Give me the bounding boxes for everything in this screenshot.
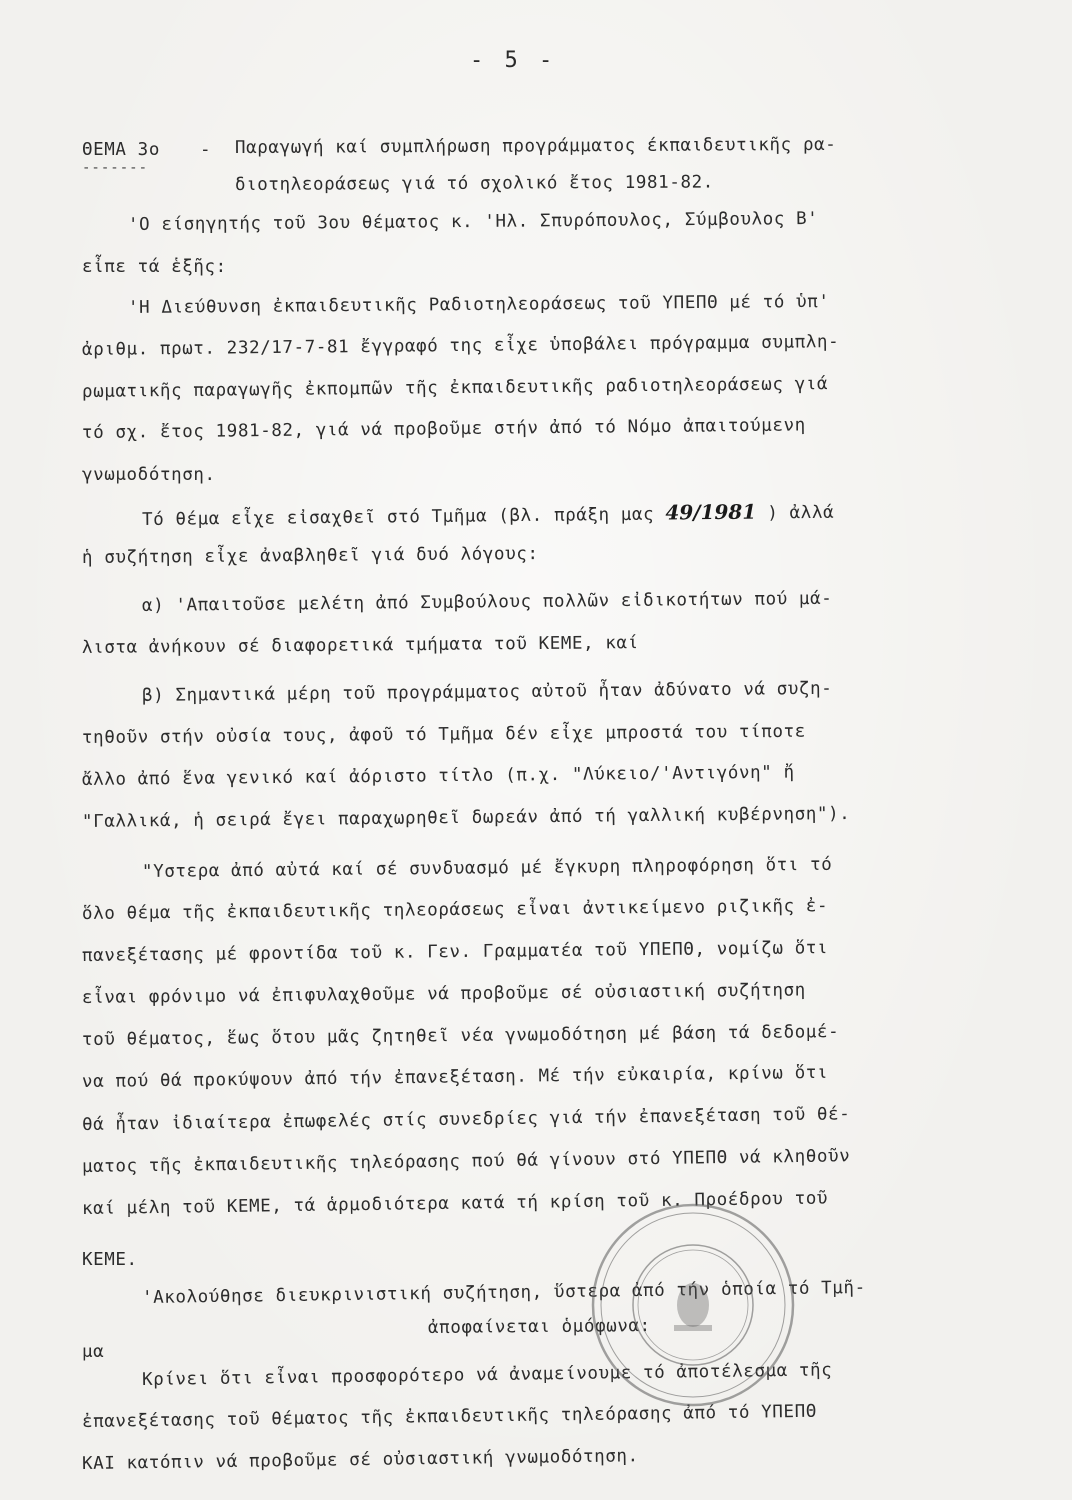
body-line: λιστα ἀνήκουν σέ διαφορετικά τμήματα τοῦ ΚΕΜΕ, καί xyxy=(81,633,639,658)
body-line: α) 'Απαιτοῦσε μελέτη ἀπό Συμβούλους πολλῶν εἰδικοτήτων πού μά- xyxy=(141,588,833,616)
body-line: ἀριθμ. πρωτ. 232/17-7-81 ἔγγραφό της εἶχε ὑποβάλει πρόγραμμα συμπλη- xyxy=(81,332,840,360)
page-number: - 5 - xyxy=(470,48,557,73)
decision-line: ΚΑΙ κατόπιν νά προβοῦμε σέ οὐσιαστική γνωμοδότηση. xyxy=(81,1446,639,1474)
body-line: β) Σημαντικά μέρη τοῦ προγράμματος αὐτοῦ ἦταν ἀδύνατο νά συζη- xyxy=(141,678,833,706)
body-line: 'Ακολούθησε διευκρινιστική συζήτηση, ὕστερα ἀπό τήν ὁποία τό Τμῆ- xyxy=(141,1277,866,1308)
body-line: τηθοῦν στήν οὐσία τους, ἀφοῦ τό Τμῆμα δέν εἶχε μπροστά του τίποτε xyxy=(81,721,806,748)
topic-dash: - xyxy=(200,140,212,160)
body-line: ματος τῆς ἐκπαιδευτικῆς τηλεόρασης πού θά γίνουν στό ΥΠΕΠΘ νά κληθοῦν xyxy=(81,1146,851,1177)
decision-line: Κρίνει ὅτι εἶναι προσφορότερο νά ἀναμείνουμε τό ἀποτέλεσμα τῆς xyxy=(141,1360,833,1390)
body-line: θά ἦταν ἰδιαίτερα ἐπωφελές στίς συνεδρίες γιά τήν ἐπανεξέταση τοῦ θέ- xyxy=(81,1104,851,1135)
body-line: τοῦ θέματος, ἕως ὅτου μᾶς ζητηθεῖ νέα γνωμοδότηση μέ βάση τά δεδομέ- xyxy=(81,1022,840,1050)
body-line: ὅλο θέμα τῆς ἐκπαιδευτικῆς τηλεοράσεως εἶναι ἀντικείμενο ριζικῆς ἐ- xyxy=(81,896,829,924)
body-line: ρωματικῆς παραγωγῆς ἐκπομπῶν τῆς ἐκπαιδευτικῆς ραδιοτηλεοράσεως γιά xyxy=(81,374,829,402)
body-line: τό σχ. ἔτος 1981-82, γιά νά προβοῦμε στήν ἀπό τό Νόμο ἀπαιτούμενη xyxy=(81,415,806,443)
body-line: 'Ο είσηγητής τοῦ 3ου θέματος κ. 'Ηλ. Σπυρόπουλος, Σύμβουλος Β' xyxy=(127,208,819,235)
official-stamp xyxy=(588,1200,798,1410)
topic-title-line-2: διοτηλεοράσεως γιά τό σχολικό ἔτος 1981-82. xyxy=(234,172,714,195)
decision-heading: ἀποφαίνεται ὁμόφωνα: xyxy=(427,1316,651,1338)
body-line: μα xyxy=(82,1342,105,1362)
body-line: ἡ συζήτηση εἶχε ἀναβληθεῖ γιά δυό λόγους: xyxy=(81,544,539,568)
body-line: "Υστερα ἀπό αὐτά καί σέ συνδυασμό μέ ἔγκυρη πληροφόρηση ὅτι τό xyxy=(141,854,833,882)
body-line-thema-reference xyxy=(142,499,834,530)
body-line: "Γαλλικά, ἡ σειρά ἔγει παραχωρηθεῖ δωρεάν ἀπό τή γαλλική κυβέρνηση"). xyxy=(81,803,851,832)
body-line: πανεξέτασης μέ φροντίδα τοῦ κ. Γεν. Γραμματέα τοῦ ΥΠΕΠΘ, νομίζω ὅτι xyxy=(81,938,829,966)
body-line: εἶπε τά ἑξῆς: xyxy=(82,257,227,277)
body-line: 'Η Διεύθυνση ἐκπαιδευτικῆς Ραδιοτηλεοράσεως τοῦ ΥΠΕΠΘ μέ τό ὑπ' xyxy=(127,291,830,318)
body-line: καί μέλη τοῦ ΚΕΜΕ, τά ἁρμοδιότερα κατά τή κρίση τοῦ κ. Προέδρου τοῦ xyxy=(81,1188,829,1219)
body-line-text: Τό θέμα εἶχε εἰσαχθεῖ στό Τμῆμα (βλ. πράξη μας xyxy=(141,504,655,530)
body-line: να πού θά προκύψουν ἀπό τήν ἐπανεξέταση. Μέ τήν εὐκαιρία, κρίνω ὅτι xyxy=(81,1062,829,1092)
topic-title-line-1: Παραγωγή καί συμπλήρωση προγράμματος έκπαιδευτικῆς ρα- xyxy=(234,134,837,158)
topic-label: ΘΕΜΑ 3ο xyxy=(82,140,160,160)
decision-line: ἐπανεξέτασης τοῦ θέματος τῆς ἐκπαιδευτικῆς τηλεόρασης ἀπό τό ΥΠΕΠΘ xyxy=(81,1401,818,1432)
topic-label-underline: ------- xyxy=(82,160,149,176)
body-line: γνωμοδότηση. xyxy=(82,465,216,485)
body-line: ΚΕΜΕ. xyxy=(82,1250,138,1270)
handwritten-act-number: 49/1981 xyxy=(665,499,757,525)
body-line-text: ) ἀλλά xyxy=(767,502,835,524)
body-line: ἄλλο ἀπό ἕνα γενικό καί ἀόριστο τίτλο (π.χ. "Λύκειο/'Αντιγόνη" ἤ xyxy=(81,762,795,790)
body-line: εἶναι φρόνιμο νά ἐπιφυλαχθοῦμε νά προβοῦμε σέ οὐσιαστική συζήτηση xyxy=(81,980,806,1008)
